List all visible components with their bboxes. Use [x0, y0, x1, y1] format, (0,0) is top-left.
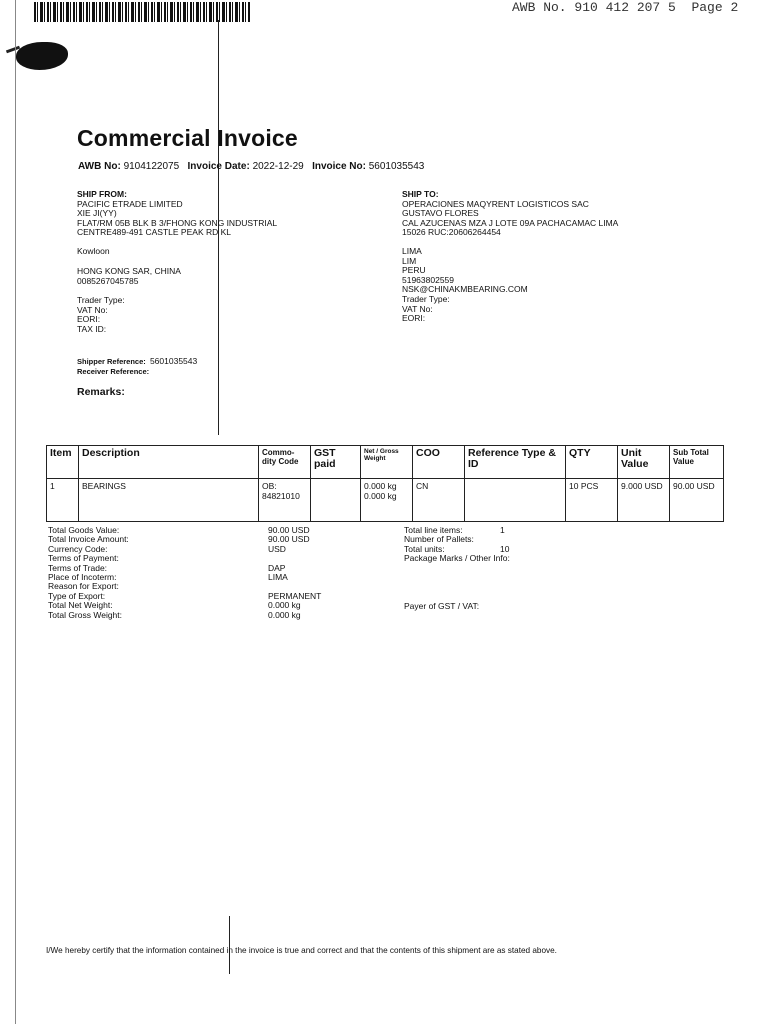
total-units-label: Total units: [404, 543, 445, 554]
shipper-reference-value: 5601035543 [149, 356, 198, 366]
summary-label: Terms of Trade: [48, 562, 108, 573]
ship-from-country: HONG KONG SAR, CHINA [77, 266, 181, 276]
invoice-date-label: Invoice Date: [187, 161, 250, 172]
scan-edge [15, 0, 16, 1024]
items-table [46, 445, 724, 522]
col-description: Description [79, 446, 259, 479]
ship-to-line: CAL AZUCENAS MZA J LOTE 09A PACHACAMAC LIMA [402, 217, 619, 228]
summary-label: Total Invoice Amount: [48, 534, 129, 545]
commodity-code: 84821010 [262, 491, 300, 501]
ship-to-email: NSK@CHINAKMBEARING.COM [402, 284, 528, 295]
ship-to-country: PERU [402, 265, 426, 276]
ship-from-heading: SHIP FROM: [77, 189, 127, 199]
summary-value: 90.00 USD [268, 534, 310, 545]
ship-to-phone: 51963802559 [402, 274, 455, 285]
summary-label: Terms of Payment: [48, 553, 119, 564]
col-coo: COO [413, 446, 465, 479]
summary-value: 90.00 USD [268, 525, 310, 535]
payer-gst-label: Payer of GST / VAT: [404, 601, 480, 611]
invoice-date-value: 2022-12-29 [252, 161, 304, 172]
pallets-label: Number of Pallets: [404, 534, 474, 545]
summary-label: Currency Code: [48, 543, 108, 554]
page-number: Page 2 [691, 0, 739, 15]
remarks-label: Remarks: [77, 386, 125, 398]
fold-line-lower [229, 916, 230, 974]
summary-label: Place of Incoterm: [48, 572, 117, 583]
ship-from-phone: 0085267045785 [77, 275, 139, 286]
awb-header [512, 0, 738, 15]
ship-from-line: FLAT/RM 05B BLK B 3/FHONG KONG INDUSTRIAL [77, 217, 278, 228]
page-title: Commercial Invoice [77, 125, 298, 151]
total-line-items-value: 1 [500, 525, 505, 535]
summary-label: Type of Export: [48, 590, 106, 601]
receiver-reference-label: Receiver Reference: [77, 366, 150, 376]
summary-value: 0.000 kg [268, 609, 301, 620]
ship-from-vat: VAT No: [77, 304, 108, 315]
total-line-items-label: Total line items: [404, 525, 463, 535]
cell-item: 1 [47, 479, 79, 522]
ship-from-line: CENTRE489-491 CASTLE PEAK RD KL [77, 227, 232, 238]
ship-to-city-block [402, 247, 528, 324]
cell-coo: CN [413, 479, 465, 522]
awb-label: AWB No: [78, 161, 121, 172]
ship-from-trader-type: Trader Type: [77, 295, 125, 305]
summary-label: Total Gross Weight: [48, 609, 123, 620]
cell-weight [361, 479, 413, 522]
cell-gst [311, 479, 361, 522]
net-weight: 0.000 kg [364, 481, 397, 491]
ship-from-line: PACIFIC ETRADE LIMITED [77, 198, 183, 209]
summary-row [48, 611, 368, 620]
ship-to-block [402, 190, 618, 238]
col-weight: Net / Gross Weight [361, 446, 413, 479]
ship-from-ids [77, 296, 125, 334]
summary-value: LIMA [268, 572, 288, 583]
summary-label: Total Goods Value: [48, 525, 120, 535]
references-block [77, 357, 197, 376]
cell-subtotal: 90.00 USD [670, 479, 724, 522]
summary-right [404, 526, 704, 564]
ship-to-trader-type: Trader Type: [402, 293, 450, 304]
cell-unit-value: 9.000 USD [618, 479, 670, 522]
col-item: Item [47, 446, 79, 479]
summary-value: USD [268, 543, 286, 554]
col-gst-paid: GST paid [311, 446, 361, 479]
awb-header-number: AWB No. 910 412 207 5 [512, 0, 676, 15]
ship-to-heading: SHIP TO: [402, 189, 439, 199]
ship-to-line: GUSTAVO FLORES [402, 208, 479, 219]
cell-reference [465, 479, 566, 522]
invoice-meta [78, 161, 424, 172]
ink-smudge [16, 42, 68, 70]
invoice-no-value: 5601035543 [368, 161, 425, 172]
ship-to-vat: VAT No: [402, 303, 433, 314]
ship-from-tax-id: TAX ID: [77, 323, 107, 334]
summary-value: 0.000 kg [268, 600, 301, 611]
col-subtotal: Sub Total Value [670, 446, 724, 479]
summary-label: Reason for Export: [48, 581, 119, 592]
ship-to-region: LIM [402, 255, 417, 266]
gross-weight: 0.000 kg [364, 491, 397, 501]
table-header-row [47, 446, 724, 479]
ship-from-block [77, 190, 277, 238]
cell-commodity [259, 479, 311, 522]
col-commodity-code: Commo-dity Code [259, 446, 311, 479]
table-row [47, 479, 724, 522]
col-unit-value: Unit Value [618, 446, 670, 479]
cell-qty: 10 PCS [566, 479, 618, 522]
summary-label: Total Net Weight: [48, 600, 113, 611]
invoice-no-label: Invoice No: [312, 161, 366, 172]
ship-to-line: 15026 RUC:20606264454 [402, 227, 501, 238]
col-reference: Reference Type & ID [465, 446, 566, 479]
barcode [34, 2, 250, 22]
package-marks-label: Package Marks / Other Info: [404, 553, 510, 564]
commodity-prefix: OB: [262, 481, 277, 491]
ship-from-city: Kowloon [77, 246, 110, 256]
ship-to-city: LIMA [402, 246, 422, 256]
shipper-reference-label: Shipper Reference: [77, 357, 146, 366]
ship-from-line: XIE JI(YY) [77, 208, 117, 219]
summary-left [48, 526, 368, 620]
total-units-value: 10 [500, 543, 510, 554]
ship-from-eori: EORI: [77, 314, 101, 325]
ship-from-country-block [77, 267, 181, 286]
cell-description: BEARINGS [79, 479, 259, 522]
awb-value: 9104122075 [123, 161, 180, 172]
ship-to-eori: EORI: [402, 313, 426, 324]
summary-value: DAP [268, 562, 286, 573]
summary-value: PERMANENT [268, 590, 322, 601]
ship-to-line: OPERACIONES MAQYRENT LOGISTICOS SAC [402, 198, 589, 209]
col-qty: QTY [566, 446, 618, 479]
certification-text: I/We hereby certify that the information contained in the invoice is true and correct and that the contents of this shipment are as stated above. [46, 946, 557, 955]
